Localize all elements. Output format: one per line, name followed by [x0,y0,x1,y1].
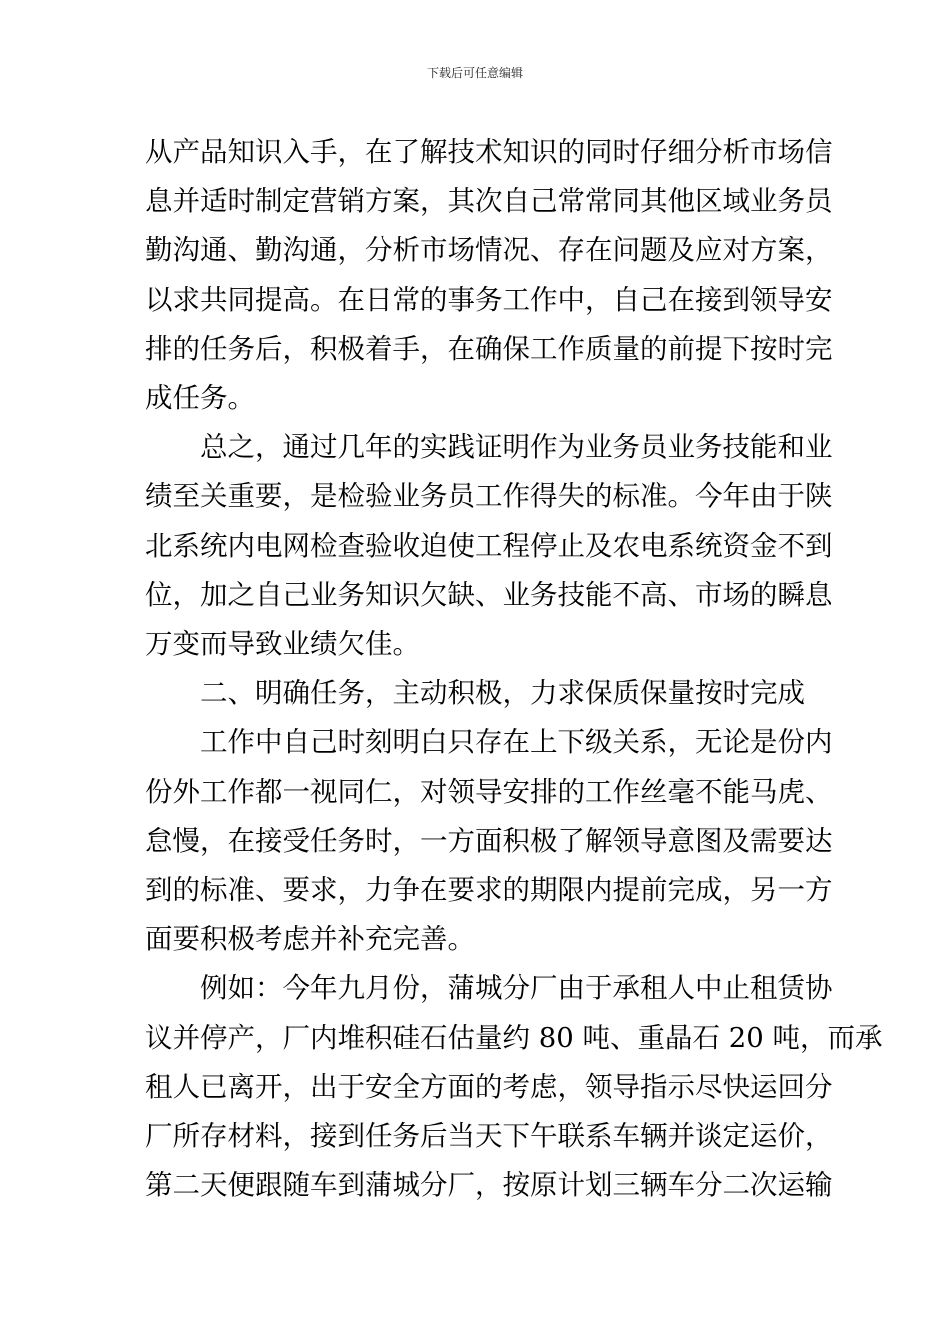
text-line: 从产品知识入手，在了解技术知识的同时仔细分析市场信 [145,136,833,168]
text-line: 绩至关重要，是检验业务员工作得失的标准。今年由于陕 [145,480,833,513]
text-line: 面要积极考虑并补充完善。 [145,923,475,956]
text-line: 份外工作都一视同仁，对领导安排的工作丝毫不能马虎、 [145,775,833,808]
paragraph [145,718,833,964]
text-line: 工作中自己时刻明白只存在上下级关系，无论是份内 [200,726,833,759]
text-line: 怠慢，在接受任务时，一方面积极了解领导意图及需要达 [145,824,833,857]
text-line: 勤沟通、勤沟通，分析市场情况、存在问题及应对方案， [145,234,833,267]
paragraph [145,964,883,1210]
text-line: 总之，通过几年的实践证明作为业务员业务技能和业 [200,431,833,464]
text-line: 排的任务后，积极着手，在确保工作质量的前提下按时完 [145,332,833,365]
text-line: 位，加之自己业务知识欠缺、业务技能不高、市场的瞬息 [145,578,833,611]
text-line: 北系统内电网检查验收迫使工程停止及农电系统资金不到 [145,529,833,562]
text-line: 息并适时制定营销方案，其次自己常常同其他区域业务员 [145,185,833,218]
text-line: 成任务。 [145,382,255,415]
text-line: 租人已离开，出于安全方面的考虑，领导指示尽快运回分 [145,1070,833,1103]
text-line: 厂所存材料，接到任务后当天下午联系车辆并谈定运价， [145,1120,833,1153]
text-line: 到的标准、要求，力争在要求的期限内提前完成，另一方 [145,874,833,907]
text-line: 二、明确任务，主动积极，力求保质保量按时完成 [200,677,805,710]
paragraph [145,423,833,669]
paragraph [145,128,833,423]
text-line: 万变而导致业绩欠佳。 [145,628,420,661]
text-line: 以求共同提高。在日常的事务工作中，自己在接到领导安 [145,283,833,316]
text-line: 议并停产，厂内堆积硅石估量约 80 吨、重晶石 20 吨，而承 [145,1021,883,1054]
document-body [145,128,883,1210]
section-heading [145,669,809,718]
text-line: 例如：今年九月份，蒲城分厂由于承租人中止租赁协 [200,972,833,1005]
page-header-note: 下载后可任意编辑 [426,66,523,80]
text-line: 第二天便跟随车到蒲城分厂，按原计划三辆车分二次运输 [145,1169,833,1202]
